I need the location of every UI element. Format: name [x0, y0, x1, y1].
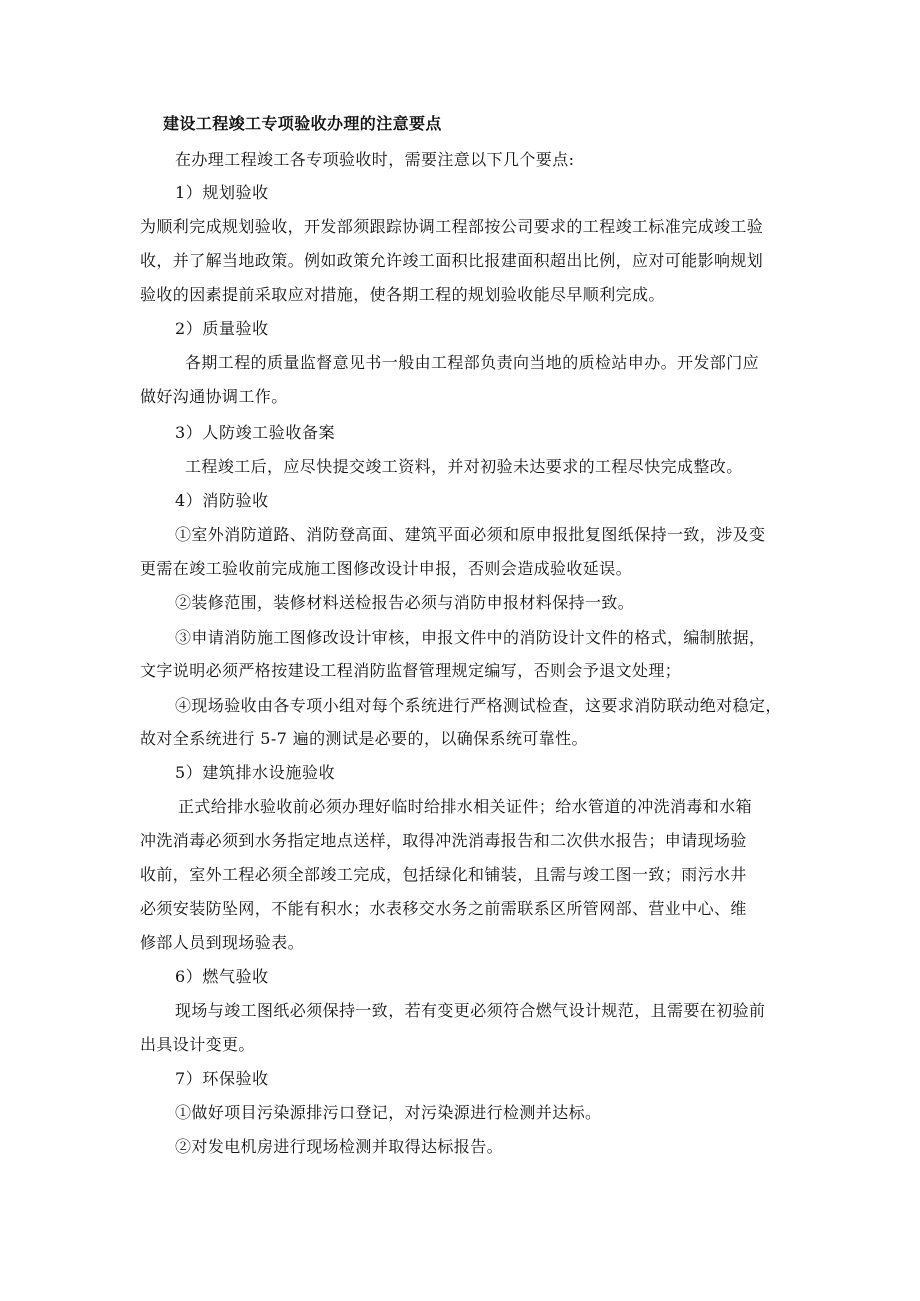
paragraph-line: 冲洗消毒必须到水务指定地点送样，取得冲洗消毒报告和二次供水报告；申请现场验 — [140, 831, 747, 850]
intro-paragraph: 在办理工程竣工各专项验收时，需要注意以下几个要点: — [175, 150, 575, 169]
section-heading-planning: 1）规划验收 — [175, 183, 269, 202]
paragraph-line: 验收的因素提前采取应对措施，使各期工程的规划验收能尽早顺利完成。 — [140, 285, 665, 304]
paragraph-line: 修部人员到现场验表。 — [140, 933, 305, 952]
paragraph-line: ①室外消防道路、消防登高面、建筑平面必须和原申报批复图纸保持一致，涉及变 — [175, 525, 766, 544]
paragraph-line: ②装修范围，装修材料送检报告必须与消防申报材料保持一致。 — [175, 593, 635, 612]
section-heading-civil-defense: 3）人防竣工验收备案 — [175, 423, 336, 442]
paragraph-line: 出具设计变更。 — [140, 1035, 255, 1054]
paragraph-line: ④现场验收由各专项小组对每个系统进行严格测试检查，这要求消防联动绝对稳定， — [175, 696, 782, 715]
paragraph-line: 现场与竣工图纸必须保持一致，若有变更必须符合燃气设计规范，且需要在初验前 — [175, 1001, 766, 1020]
paragraph-line: 收，并了解当地政策。例如政策允许竣工面积比报建面积超出比例，应对可能影响规划 — [140, 251, 764, 270]
paragraph-line: ①做好项目污染源排污口登记，对污染源进行检测并达标。 — [175, 1103, 602, 1122]
paragraph-line: 工程竣工后，应尽快提交竣工资料，并对初验未达要求的工程尽快完成整改。 — [185, 457, 743, 476]
section-heading-environment: 7）环保验收 — [175, 1069, 269, 1088]
paragraph-line: ③申请消防施工图修改设计审核，申报文件中的消防设计文件的格式，编制脓据， — [175, 628, 766, 647]
paragraph-line: 各期工程的质量监督意见书一般由工程部负责向当地的质检站申办。开发部门应 — [185, 353, 760, 372]
paragraph-line: 做好沟通协调工作。 — [140, 387, 288, 406]
paragraph-line: 必须安装防坠网，不能有积水；水表移交水务之前需联系区所管网部、营业中心、维 — [140, 899, 747, 918]
section-heading-drainage: 5）建筑排水设施验收 — [175, 763, 336, 782]
paragraph-line: 收前，室外工程必须全部竣工完成，包括绿化和铺装，且需与竣工图一致；雨污水井 — [140, 865, 747, 884]
paragraph-line: 更需在竣工验收前完成施工图修改设计申报，否则会造成验收延误。 — [140, 559, 633, 578]
paragraph-line: 为顺利完成规划验收，开发部须跟踪协调工程部按公司要求的工程竣工标准完成竣工验 — [140, 217, 764, 236]
paragraph-line: 正式给排水验收前必须办理好临时给排水相关证件；给水管道的冲洗消毒和水箱 — [178, 797, 753, 816]
document-title: 建设工程竣工专项验收办理的注意要点 — [163, 114, 442, 133]
section-heading-gas: 6）燃气验收 — [175, 967, 269, 986]
paragraph-line: 文字说明必须严格按建设工程消防监督管理规定编写，否则会予退文处理； — [140, 661, 682, 680]
section-heading-quality: 2）质量验收 — [175, 319, 269, 338]
paragraph-line: 故对全系统进行 5-7 遍的测试是必要的，以确保系统可靠性。 — [140, 729, 588, 748]
section-heading-fire: 4）消防验收 — [175, 491, 269, 510]
paragraph-line: ②对发电机房进行现场检测并取得达标报告。 — [175, 1137, 504, 1156]
